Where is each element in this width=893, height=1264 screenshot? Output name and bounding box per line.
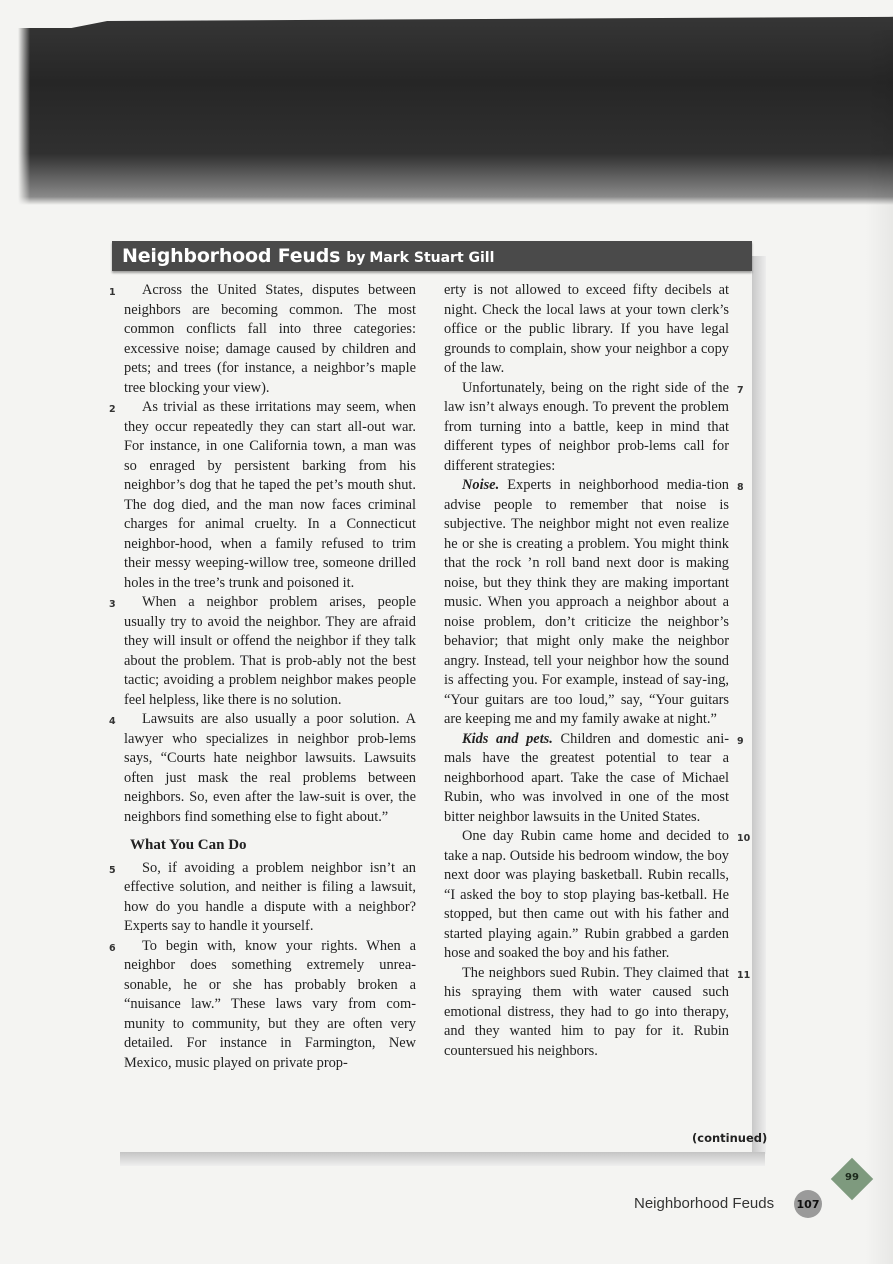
paragraph-7 bbox=[444, 379, 744, 477]
article-title: Neighborhood Feuds bbox=[122, 245, 341, 267]
paragraph-number: 7 bbox=[737, 384, 744, 396]
paragraph-text: Across the United States, disputes between neighbors are becoming common. The most common conflicts fall into three categories: excessive noise; damage caused by children and pets; and trees (for instance, a neighbor’s maple tree blocking your view). bbox=[124, 282, 416, 396]
article-title-bar bbox=[112, 241, 752, 271]
scan-page-edge bbox=[0, 0, 30, 260]
paragraph-8 bbox=[444, 476, 744, 730]
paragraph-3 bbox=[109, 593, 416, 710]
paragraph-text: As trivial as these irritations may seem, when they occur repeatedly they can start all-out war. For instance, in one California town, a man was so enraged by persistent barking from his neighbor’s dog that he taped the pet’s mouth shut. The dog died, and the man now faces criminal charges for animal cruelty. In a Connecticut neighbor-hood, when a family refused to trim their messy weeping-willow tree, someone drilled holes in the tree’s trunk and poisoned it. bbox=[124, 399, 416, 591]
paragraph-number: 6 bbox=[109, 942, 116, 954]
paragraph-text: So, if avoiding a problem neighbor isn’t an effective solution, and neither is filing a lawsuit, how do you handle a dispute with a neighbor? Experts say to handle it yourself. bbox=[124, 859, 416, 934]
continued-label: (continued) bbox=[692, 1131, 768, 1145]
paragraph-number: 5 bbox=[109, 864, 116, 876]
paragraph-10 bbox=[444, 827, 751, 964]
paragraph-number: 4 bbox=[109, 716, 116, 727]
paragraph-text: Experts in neighborhood media-tion advise people to remember that noise is subjective. The neighbor might not even realize he or she is creating a problem. You might think that the rock ’n roll band next door is making noise, but they think they are making important music. When you approach a neighbor about a noise problem, don’t criticize the neighbor’s behavior; that might only make the neighbor angry. Instead, tell your neighbor how the sound is affecting you. For example, instead of say-ing, “Your guitars are too loud,” say, “Your guitars are keeping me and my family awake at night.” bbox=[444, 477, 729, 727]
article-box-shadow-right bbox=[752, 256, 766, 1154]
paragraph-number: 11 bbox=[737, 969, 751, 981]
paragraph-2 bbox=[109, 398, 416, 593]
paragraph-9 bbox=[444, 730, 744, 828]
run-in-heading: Noise. bbox=[462, 477, 500, 493]
paragraph-number: 10 bbox=[737, 833, 751, 844]
stamp-number: 99 bbox=[845, 1172, 859, 1183]
right-column bbox=[444, 281, 751, 1061]
paragraph-text: When a neighbor problem arises, people usually try to avoid the neighbor. They are afraid they will insult or offend the neighbor if they talk about the problem. That is prob-ably not the best tactic; avoiding a problem neighbor makes people feel helpless, like there is no solution. bbox=[124, 594, 416, 708]
paragraph-number: 1 bbox=[109, 287, 116, 298]
section-subheading: What You Can Do bbox=[130, 837, 247, 853]
paragraph-text: Children and domestic ani-mals have the greatest potential to tear a neighborhood apart. Take the case of Michael Rubin, who was involved in one of the most bitter neighbor lawsuits in the United States. bbox=[444, 730, 729, 825]
article-byline-by: by bbox=[346, 249, 366, 266]
paragraph-number: 3 bbox=[109, 599, 116, 610]
paragraph-number: 8 bbox=[737, 482, 744, 493]
paragraph-11 bbox=[444, 964, 751, 1062]
run-in-heading: Kids and pets. bbox=[462, 730, 553, 747]
paragraph-number: 2 bbox=[109, 404, 116, 415]
paragraph-6 bbox=[109, 937, 416, 1074]
paragraph-text: Lawsuits are also usually a poor solution. A lawyer who specializes in neighbor prob-lems says, “Courts hate neighbor lawsuits. Lawsuits often just mask the real problems between neighbors. So, even after the law-suit is over, the neighbors find something else to fight about.” bbox=[124, 711, 416, 825]
paragraph-4 bbox=[109, 710, 416, 827]
paragraph-6-continuation: erty is not allowed to exceed fifty decibels at night. Check the local laws at your town clerk’s office or the public library. If you have legal grounds to complain, show your neighbor a copy of the law. bbox=[444, 282, 729, 376]
paragraph-text: To begin with, know your rights. When a neighbor does something extremely unrea-sonable, he or she has probably broken a “nuisance law.” These laws vary from com-munity to community, but they are often very detailed. For instance in Farmington, New Mexico, music played on private prop- bbox=[124, 937, 416, 1071]
article-author: Mark Stuart Gill bbox=[369, 249, 495, 266]
article-box-shadow-bottom bbox=[120, 1152, 765, 1166]
paragraph-text: Unfortunately, being on the right side of the law isn’t always enough. To prevent the problem from turning into a battle, keep in mind that different types of neighbor prob-lems call for different strategies: bbox=[444, 379, 729, 474]
scan-gutter-shade bbox=[865, 30, 893, 1264]
paragraph-1 bbox=[109, 281, 416, 398]
paragraph-number: 9 bbox=[737, 735, 744, 747]
left-column bbox=[109, 281, 416, 1073]
scan-shadow-top bbox=[0, 0, 893, 205]
page-number: 107 bbox=[794, 1190, 822, 1218]
footer-title: Neighborhood Feuds bbox=[634, 1195, 775, 1212]
paragraph-5 bbox=[109, 859, 416, 937]
paragraph-text: One day Rubin came home and decided to take a nap. Outside his bedroom window, the boy next door was playing basketball. Rubin recalls, “I asked the boy to stop playing bas-ketball. He stopped, but then came out with his father and started playing again.” Rubin grabbed a garden hose and soaked the boy and his father. bbox=[444, 828, 729, 961]
paragraph-text: The neighbors sued Rubin. They claimed that his spraying them with water caused such emotional distress, they had to go into therapy, and they wanted him to pay for it. Rubin countersued his neighbors. bbox=[444, 964, 729, 1059]
